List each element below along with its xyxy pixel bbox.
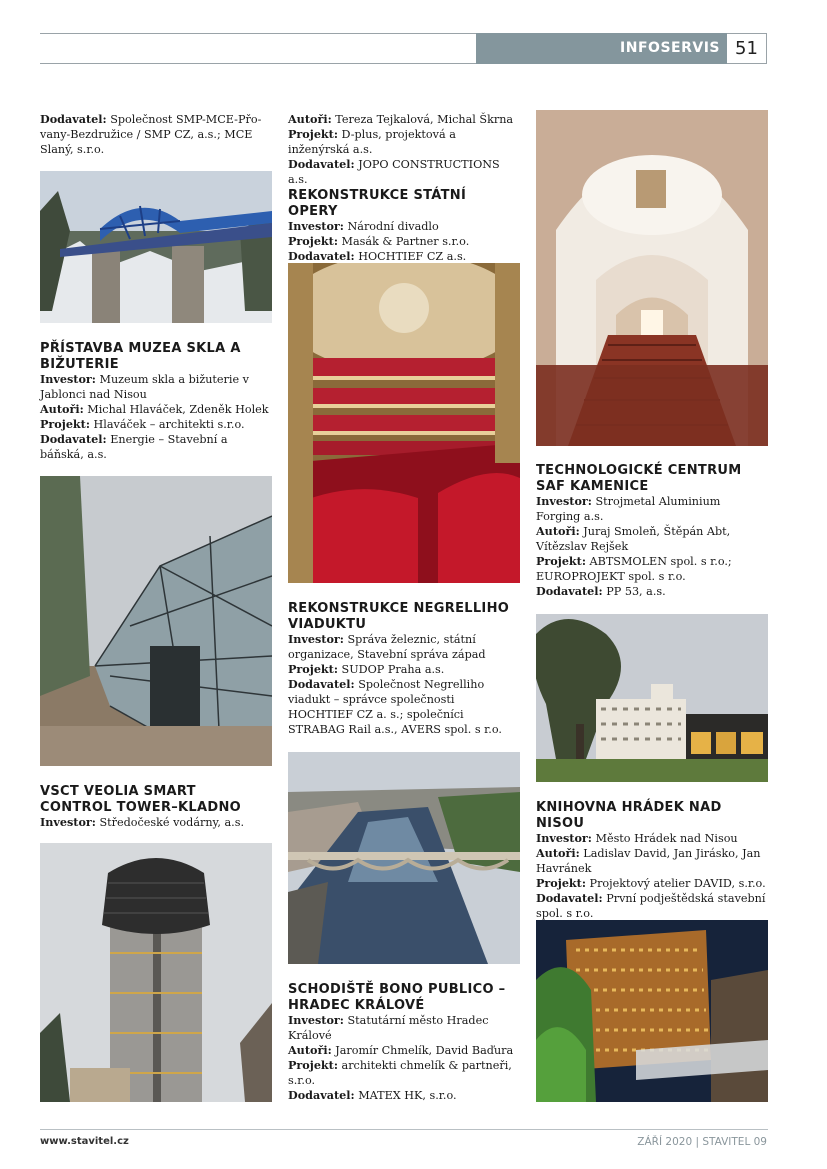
photo-railway-bridge bbox=[40, 171, 272, 323]
photo-library-night bbox=[536, 920, 768, 1102]
section-title: INFOSERVIS bbox=[620, 40, 720, 56]
article-opera: REKONSTRUKCE STÁTNÍ OPERY Investor: Národní divadlo Projekt: Masák & Partner s.r.o. Dodavatel: HOCHTIEF CZ a.s. bbox=[288, 188, 520, 264]
article-title: PŘÍSTAVBA MUZEA SKLA A BIŽUTERIE bbox=[40, 341, 241, 372]
photo-water-tower bbox=[40, 843, 272, 1102]
photo-library-chateau bbox=[536, 614, 768, 782]
article-vsct: VSCT VEOLIA SMART CONTROL TOWER–KLADNO Investor: Středočeské vodárny, a.s. bbox=[40, 784, 272, 830]
footer-rule bbox=[40, 1129, 768, 1130]
page-number: 51 bbox=[727, 33, 767, 64]
article-title: KNIHOVNA HRÁDEK NAD NISOU bbox=[536, 800, 722, 831]
photo-opera-interior bbox=[288, 263, 520, 583]
article-saf: TECHNOLOGICKÉ CENTRUM SAF KAMENICE Investor: Strojmetal Aluminium Forging a.s. Autoři: Juraj Smoleň, Štěpán Abt, Vítězslav Rejšek Projekt: ABTSMOLEN spol. s r.o.; EUROPROJEKT spol. s r.o. Dodavatel: PP 53, a.s. bbox=[536, 463, 768, 599]
bridge-supplier-block: Dodavatel: Společnost SMP-MCE-Přo-vany-Bezdružice / SMP CZ, a.s.; MCE Slaný, s.r.o. bbox=[40, 112, 262, 156]
article-bono-publico: SCHODIŠTĚ BONO PUBLICO – HRADEC KRÁLOVÉ Investor: Statutární město Hradec Králové Autoři: Jaromír Chmelík, David Baďura Projekt: architekti chmelík & partneři, s.r.o. Dodavatel: MATEX HK, s.r.o. bbox=[288, 982, 520, 1103]
article-negrelli: REKONSTRUKCE NEGRELLIHO VIADUKTU Investor: Správa železnic, státní organizace, Stavební správa západ Projekt: SUDOP Praha a.s. Dodavatel: Společnost Negrelliho viadukt – správce společnosti HOCHTIEF CZ a. s.; společníci STRABAG Rail a.s., AVERS spol. s r.o. bbox=[288, 601, 520, 737]
footer-website[interactable]: www.stavitel.cz bbox=[40, 1136, 129, 1147]
opera-top-block: Autoři: Tereza Tejkalová, Michal Škrna Projekt: D-plus, projektová a inženýrská a.s. Dodavatel: JOPO CONSTRUCTIONS a.s. bbox=[288, 112, 514, 186]
article-title: SCHODIŠTĚ BONO PUBLICO – HRADEC KRÁLOVÉ bbox=[288, 982, 506, 1013]
footer-issue: ZÁŘÍ 2020 | STAVITEL 09 bbox=[637, 1136, 767, 1148]
photo-stair-arches bbox=[536, 110, 768, 446]
article-title: REKONSTRUKCE STÁTNÍ OPERY bbox=[288, 188, 467, 219]
article-title: TECHNOLOGICKÉ CENTRUM SAF KAMENICE bbox=[536, 463, 742, 494]
header-rule bbox=[40, 33, 476, 64]
article-title: REKONSTRUKCE NEGRELLIHO VIADUKTU bbox=[288, 601, 510, 632]
photo-glass-pavilion bbox=[40, 476, 272, 766]
photo-viaduct-river bbox=[288, 752, 520, 964]
article-muzeum: PŘÍSTAVBA MUZEA SKLA A BIŽUTERIE Investor: Muzeum skla a bižuterie v Jablonci nad Nisou Autoři: Michal Hlaváček, Zdeněk Holek Projekt: Hlaváček – architekti s.r.o. Dodavatel: Energie – Stavební a báňská, a.s. bbox=[40, 341, 272, 462]
article-knihovna: KNIHOVNA HRÁDEK NAD NISOU Investor: Město Hrádek nad Nisou Autoři: Ladislav David, Jan Jirásko, Jan Havránek Projekt: Projektový atelier DAVID, s.r.o. Dodavatel: První podještědská stavební spol. s r.o. bbox=[536, 800, 768, 921]
article-title: VSCT VEOLIA SMART CONTROL TOWER–KLADNO bbox=[40, 784, 241, 815]
